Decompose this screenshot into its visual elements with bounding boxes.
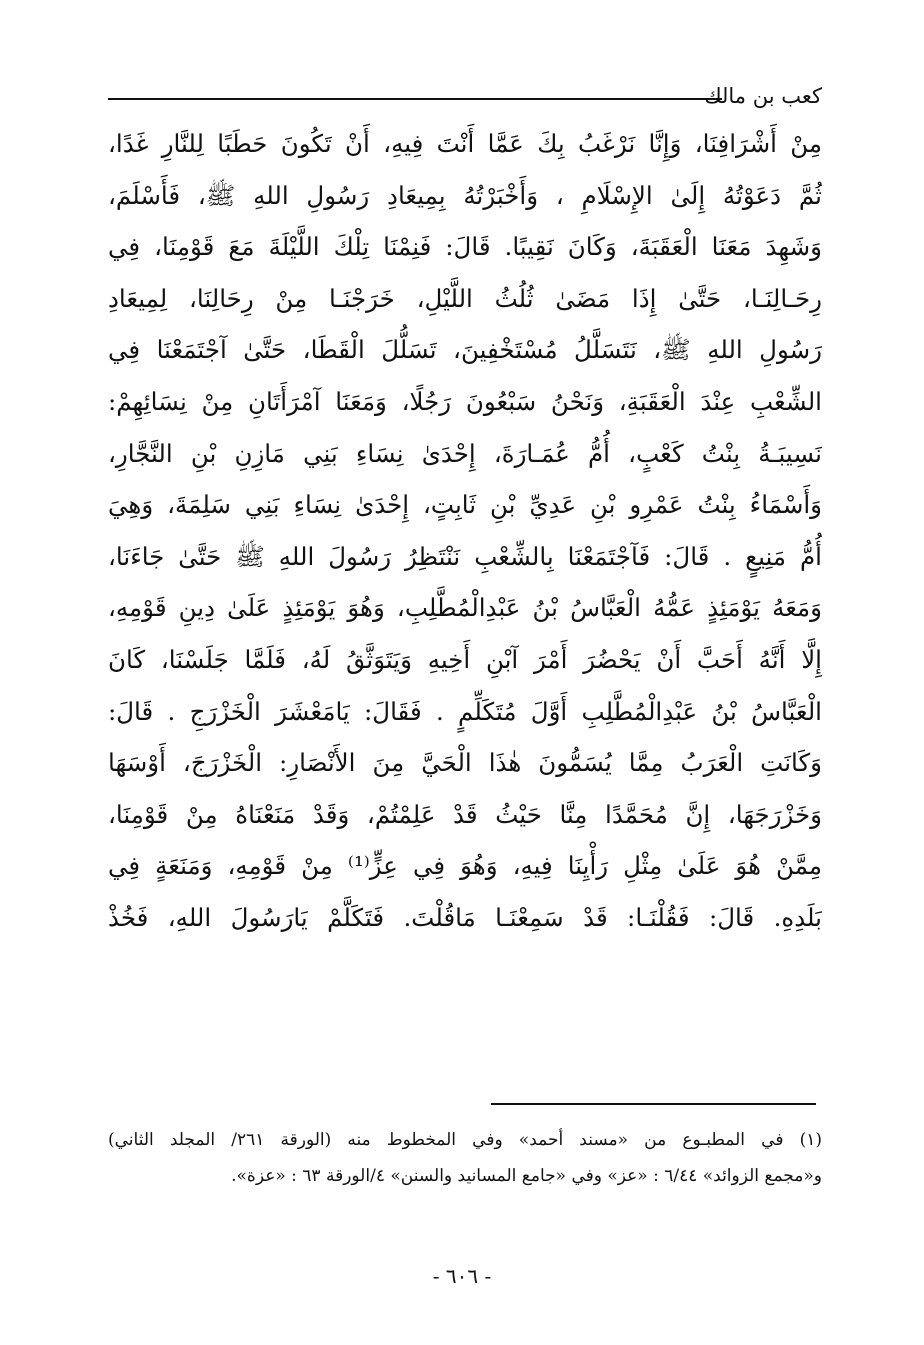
text-line-16: بَلَدِهِ. قَالَ: فَقُلْنَـا: قَدْ سَمِعْنَـا مَاقُلْتَ. فَتَكَلَّمْ يَارَسُولَ اللهِ، فَخُذْ <box>108 902 822 932</box>
text-line-3: وَشَهِدَ مَعَنَا الْعَقَبَةَ، وَكَانَ نَقِيبًا. قَالَ: فَنِمْنَا تِلْكَ اللَّيْلَةَ مَعَ قَوْمِنَا، فِي <box>108 232 822 262</box>
text-line-5: رَسُولِ اللهِ ﷺ، نَتَسَلَّلُ مُسْتَخْفِينَ، تَسَلُّلَ الْقَطَا، حَتَّىٰ آجْتَمَعْنَا فِي <box>108 335 822 365</box>
running-header <box>108 82 822 112</box>
page-number: - ٦٠٦ - <box>432 1264 492 1288</box>
text-line-12: الْعَبَّاسُ بْنُ عَبْدِالْمُطَّلِبِ أَوَّلَ مُتَكَلِّمٍ . فَقَالَ: يَامَعْشَرَ الْخَزْرَجِ . قَالَ: <box>108 696 822 726</box>
text-line-6: الشِّعْبِ عِنْدَ الْعَقَبَةِ، وَنَحْنُ سَبْعُونَ رَجُلًا، وَمَعَنَا آمْرَأَتَانِ مِنْ نِسَائِهِمْ: <box>108 386 822 416</box>
text-line-2: ثُمَّ دَعَوْتُهُ إِلَىٰ الإِسْلَامِ ، وَأَخْبَرْتُهُ بِمِيعَادِ رَسُولِ اللهِ ﷺ، فَأَسْلَمَ، <box>108 180 822 210</box>
text-line-7: نَسِيبَـةُ بِنْتُ كَعْبٍ، أُمُّ عُمَـارَةَ، إِحْدَىٰ نِسَاءِ بَنِي مَازِنِ بْنِ النَّجَّارِ، <box>108 438 822 468</box>
text-line-11: إِلَّا أَنَّهُ أَحَبَّ أَنْ يَحْضُرَ أَمْرَ آبْنِ أَخِيهِ وَيَتَوَثَّقُ لَهُ، فَلَمَّا جَلَسْنَا، كَانَ <box>108 644 822 674</box>
main-text <box>108 118 822 944</box>
text-line-10: وَمَعَهُ يَوْمَئِذٍ عَمُّهُ الْعَبَّاسُ بْنُ عَبْدِالْمُطَّلِبِ، وَهُوَ يَوْمَئِذٍ عَلَىٰ دِينِ قَوْمِهِ، <box>108 593 822 623</box>
footnote-rule <box>491 1103 816 1105</box>
header-rule <box>108 98 722 100</box>
text-line-9: أُمُّ مَنِيعٍ . قَالَ: فَآجْتَمَعْنَا بِالشِّعْبِ نَنْتَظِرُ رَسُولَ اللهِ ﷺ حَتَّىٰ جَاءَنَا، <box>108 541 822 571</box>
footnotes <box>108 1122 822 1194</box>
text-line-13: وَكَانَتِ الْعَرَبُ مِمَّا يُسَمُّونَ هٰذَا الْحَيَّ مِنَ الأَنْصَارِ: الْخَزْرَجَ، أَوْسَهَا <box>108 748 822 778</box>
running-title: كعب بن مالك <box>704 84 822 108</box>
text-line-4: رِحَـالِنَـا، حَتَّىٰ إِذَا مَضَىٰ ثُلُثُ اللَّيْلِ، خَرَجْنَـا مِنْ رِحَالِنَا، لِمِيعَادِ <box>108 283 822 313</box>
text-line-1: مِنْ أَشْرَافِنَا، وَإِنَّا نَرْغَبُ بِكَ عَمَّا أَنْتَ فِيهِ، أَنْ تَكُونَ حَطَبًا لِلنَّارِ غَدًا، <box>108 129 822 158</box>
text-line-14: وَخَزْرَجَهَا، إِنَّ مُحَمَّدًا مِنَّا حَيْثُ قَدْ عَلِمْتُمْ، وَقَدْ مَنَعْنَاهُ مِنْ قَوْمِنَا، <box>108 799 822 829</box>
text-line-8: وَأَسْمَاءُ بِنْتُ عَمْرِو بْنِ عَدِيِّ بْنِ ثَابِتٍ، إِحْدَىٰ نِسَاءِ بَنِي سَلِمَةَ، وَهِيَ <box>108 490 822 520</box>
footnote-line-1: (١) في المطبـوع من «مسند أحمد» وفي المخطوط منه (الورقة ٢٦١/ المجلد الثاني) <box>108 1130 822 1150</box>
footnote-line-2: و«مجمع الزوائد» ٦/٤٤ : «عز» وفي «جامع المسانيد والسنن» ٤/الورقة ٦٣ : «عزة». <box>231 1166 822 1186</box>
text-line-15: مِمَّنْ هُوَ عَلَىٰ مِثْلِ رَأْيِنَا فِيهِ، وَهُوَ فِي عِزٍّ⁽¹⁾ مِنْ قَوْمِهِ، وَمَنَعَةٍ فِي <box>108 851 822 881</box>
